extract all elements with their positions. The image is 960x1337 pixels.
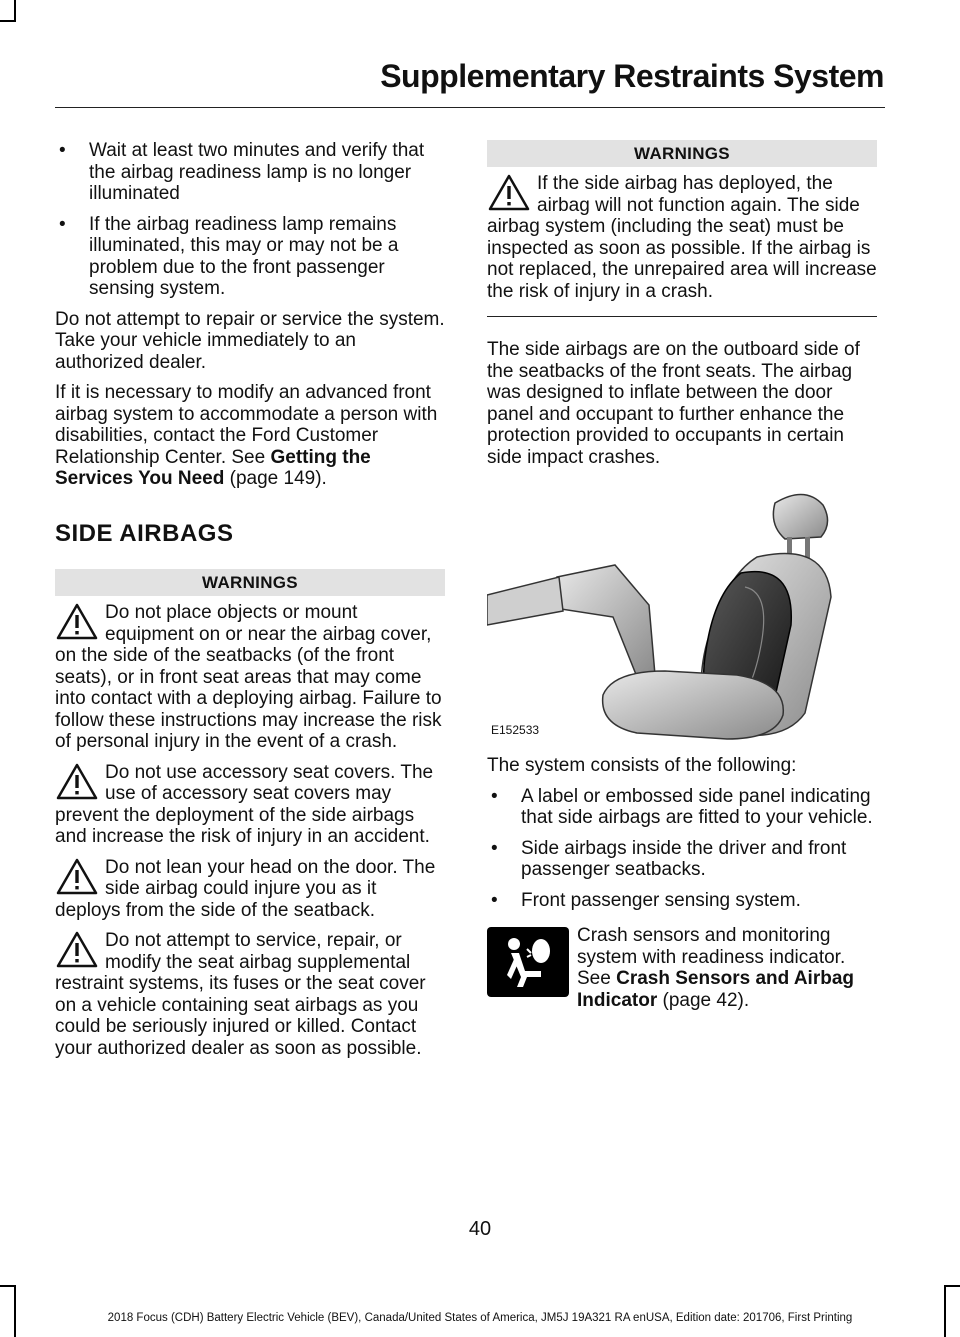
crop-mark [14,1285,16,1337]
crop-mark [14,0,16,22]
warning-triangle-icon [55,857,99,897]
indicator-text: Crash sensors and monitoring system with readiness indicator. See [577,925,846,989]
paragraph: The system consists of the following: [487,755,797,776]
cross-reference-link[interactable]: Crash Sensors and Airbag Indicator [577,968,855,1011]
warnings-header: WARNINGS [487,140,877,167]
list-item: • If the airbag readiness lamp remains illuminated, this may or may not be a problem due to the front passenger sensing system. [55,214,445,300]
seat-airbag-drawing [487,477,877,747]
warnings-end-rule [487,316,877,317]
list-item: • Side airbags inside the driver and front passenger seatbacks. [487,838,877,881]
page-title: Supplementary Restraints System [380,58,884,94]
warning-text: Do not attempt to service, repair, or modify the seat airbag supplemental restraint systems, its fuses or the seat cover on a vehicle containing seat airbags as you could be seriously injured or killed. Contact your authorized dealer as soon as possible. [55,930,426,1059]
warning-triangle-icon [55,762,99,802]
warning-item [55,930,445,1059]
seat-airbag-illustration [487,477,877,747]
warning-item [55,857,445,922]
list-item: • Front passenger sensing system. [487,890,877,912]
page-reference: (page 42). [657,989,750,1011]
airbag-warning-light-icon [487,927,569,997]
airbag-indicator-note [487,925,877,1011]
paragraph-text: If it is necessary to modify an advanced front airbag system to accommodate a person with disabilities, contact the Ford Customer Relationship Center. See [55,382,438,468]
crop-mark [0,20,16,22]
paragraph: Do not attempt to repair or service the system. Take your vehicle immediately to an authorized dealer. [55,308,445,373]
left-column [55,140,445,1068]
warnings-header: WARNINGS [55,569,445,596]
footer-text: 2018 Focus (CDH) Battery Electric Vehicle (BEV), Canada/United States of America, JM5J 19A321 RA enUSA, Edition date: 201706, First Printing [107,1312,853,1324]
list-item: • Wait at least two minutes and verify that the airbag readiness lamp is no longer illuminated [55,140,445,205]
crop-mark [944,1285,946,1337]
warning-triangle-icon [55,930,99,970]
warning-text: Do not place objects or mount equipment on or near the airbag cover, on the side of the seatbacks (of the front seats), or in front seat areas that may come into contact with a deploying airbag. Failure to follow these instructions may increase the risk of personal injury in the event of a crash. [55,602,442,752]
crop-mark [0,1285,16,1287]
paragraph: The side airbags are on the outboard side of the seatbacks of the front seats. The airbag was designed to inflate between the door panel and occupant to further enhance the protection provided to occupants in certain side impact crashes. [487,339,860,468]
crop-mark [944,1285,960,1287]
paragraph [55,382,445,490]
warning-item [55,762,445,848]
cross-reference-link[interactable]: Getting the Services You Need [55,446,371,489]
warning-item [487,173,877,302]
list-item: • A label or embossed side panel indicating that side airbags are fitted to your vehicle. [487,786,877,829]
right-column [487,140,877,1011]
figure-code: E152533 [491,722,540,737]
warning-triangle-icon [487,173,531,213]
seated-passenger-airbag-icon [487,927,569,997]
page-reference: (page 149). [224,468,327,489]
warning-triangle-icon [55,602,99,642]
section-heading: SIDE AIRBAGS [55,519,234,547]
page-number: 40 [468,1218,492,1240]
warning-text: If the side airbag has deployed, the airbag will not function again. The side airbag system (including the seat) must be inspected as soon as possible. If the airbag is not replaced, the unrepaired area will increase the risk of injury in a crash. [487,173,877,302]
warning-text: Do not use accessory seat covers. The use of accessory seat covers may prevent the deployment of the side airbags and increase the risk of injury in an accident. [55,761,434,847]
warning-item [55,602,445,753]
warning-text: Do not lean your head on the door. The side airbag could injure you as it deploys from the side of the seatback. [55,856,436,921]
title-rule [55,107,885,108]
